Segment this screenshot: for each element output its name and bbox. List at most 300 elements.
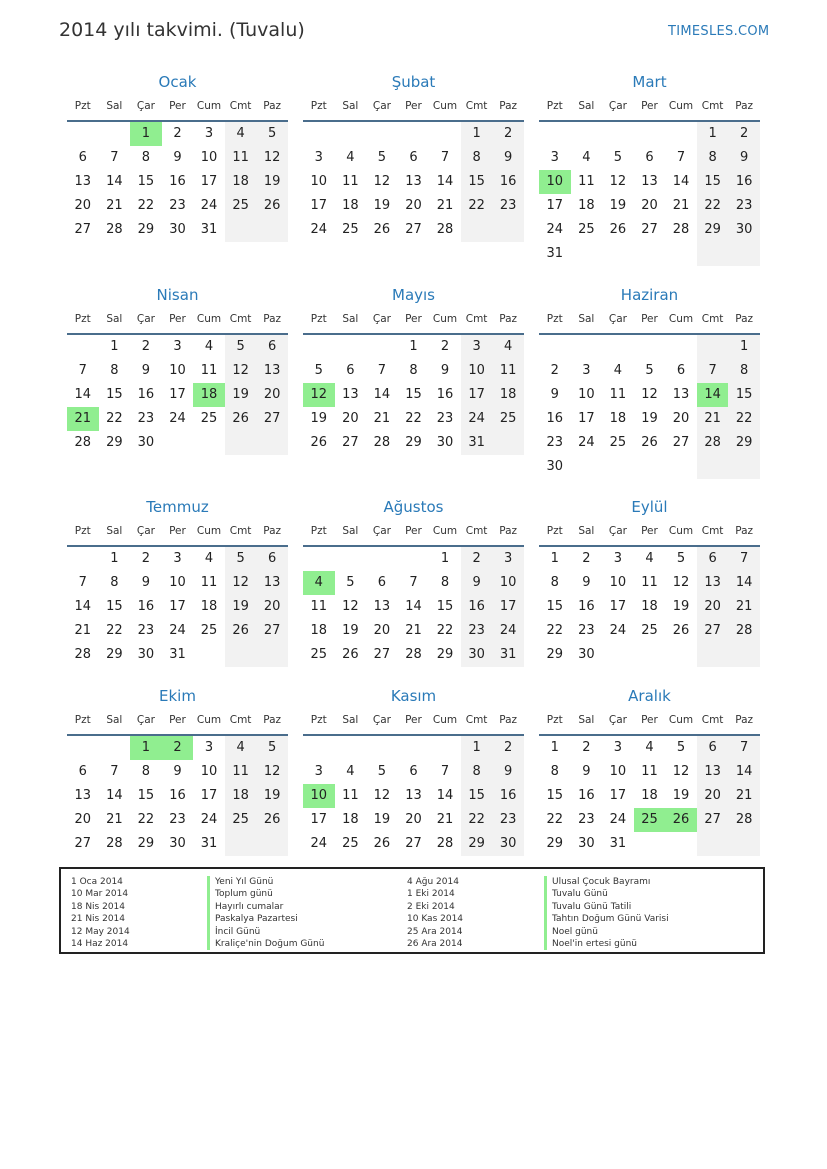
- day-cell: 31: [200, 836, 218, 851]
- day-cell: 15: [405, 387, 422, 402]
- day-cell: 21: [106, 812, 123, 827]
- day-cell: 10: [200, 150, 218, 165]
- empty-cell: [303, 547, 335, 571]
- day-cell: 6: [697, 736, 729, 760]
- day-cell: 6: [409, 764, 418, 779]
- day-cell: 21: [728, 784, 760, 808]
- weekday-label: Cum: [432, 100, 458, 112]
- day-cell: 3: [582, 363, 591, 378]
- empty-cell: [665, 643, 697, 667]
- day-cell: 3: [173, 551, 182, 566]
- day-cell: 26: [256, 808, 288, 832]
- day-cell: 25: [200, 411, 218, 426]
- day-cell: 16: [461, 595, 493, 619]
- legend-holiday-name: Paskalya Pazartesi: [207, 913, 324, 925]
- month-name: Temmuz: [146, 498, 209, 516]
- site-brand[interactable]: TIMESLES.COM: [668, 24, 770, 39]
- weekday-label: Cum: [432, 313, 458, 325]
- day-cell: 1: [440, 551, 450, 566]
- day-cell: 20: [641, 198, 658, 213]
- day-cell: 17: [546, 198, 564, 213]
- weekday-label: Cmt: [229, 100, 252, 112]
- holiday-day-cell: 4: [303, 571, 335, 595]
- day-cell: 10: [492, 571, 524, 595]
- empty-cell: [67, 335, 99, 359]
- day-cell: 10: [609, 764, 627, 779]
- day-cell: 28: [74, 435, 92, 450]
- day-cell: 12: [256, 760, 288, 784]
- day-cell: 6: [645, 150, 654, 165]
- empty-cell: [728, 455, 760, 479]
- day-cell: 17: [310, 812, 328, 827]
- weekday-header: [67, 712, 288, 736]
- day-cell: 16: [578, 788, 595, 803]
- day-grid: [539, 335, 760, 479]
- empty-cell: [398, 122, 430, 146]
- day-cell: 13: [342, 387, 359, 402]
- empty-cell: [634, 122, 666, 146]
- weekday-header: [303, 712, 524, 736]
- day-cell: 12: [373, 788, 391, 803]
- day-cell: 26: [225, 407, 257, 431]
- weekday-label: Sal: [578, 525, 595, 537]
- day-cell: 6: [377, 575, 387, 590]
- day-cell: 28: [436, 836, 454, 851]
- day-cell: 7: [110, 150, 119, 165]
- day-cell: 8: [728, 359, 760, 383]
- day-cell: 14: [106, 788, 123, 803]
- holiday-day-cell: 14: [697, 383, 729, 407]
- day-cell: 7: [409, 575, 418, 590]
- legend-date: 10 Mar 2014: [71, 889, 129, 900]
- day-cell: 3: [204, 740, 214, 755]
- empty-cell: [602, 122, 634, 146]
- day-cell: 30: [436, 435, 454, 450]
- day-cell: 18: [609, 411, 627, 426]
- weekday-label: Cum: [668, 714, 694, 726]
- day-cell: 28: [697, 431, 729, 455]
- weekday-label: Cum: [668, 525, 694, 537]
- day-cell: 30: [492, 832, 524, 856]
- month-12: [539, 686, 760, 856]
- day-cell: 1: [110, 551, 119, 566]
- day-cell: 9: [461, 571, 493, 595]
- empty-cell: [225, 431, 257, 455]
- day-cell: 5: [225, 335, 257, 359]
- day-cell: 21: [106, 198, 123, 213]
- day-cell: 26: [342, 647, 359, 662]
- empty-cell: [67, 122, 99, 146]
- day-cell: 28: [728, 808, 760, 832]
- weekday-label: Sal: [106, 525, 123, 537]
- day-cell: 15: [728, 383, 760, 407]
- day-cell: 22: [137, 812, 155, 827]
- day-cell: 8: [697, 146, 729, 170]
- day-cell: 19: [641, 411, 658, 426]
- weekday-label: Paz: [499, 313, 518, 325]
- day-cell: 15: [461, 170, 493, 194]
- holiday-day-cell: 25: [634, 808, 666, 832]
- weekday-label: Çar: [136, 714, 155, 726]
- empty-cell: [665, 242, 697, 266]
- day-cell: 4: [225, 122, 257, 146]
- holiday-day-cell: 12: [303, 383, 335, 407]
- month-name: Kasım: [390, 687, 437, 705]
- day-cell: 11: [641, 575, 658, 590]
- weekday-label: Sal: [342, 525, 359, 537]
- day-cell: 25: [225, 808, 257, 832]
- weekday-label: Pzt: [74, 313, 91, 325]
- day-grid: [303, 122, 524, 242]
- day-cell: 21: [672, 198, 690, 213]
- weekday-label: Paz: [735, 714, 754, 726]
- day-cell: 23: [169, 198, 186, 213]
- day-cell: 24: [609, 812, 627, 827]
- weekday-label: Paz: [499, 100, 518, 112]
- day-cell: 24: [200, 812, 218, 827]
- empty-cell: [665, 335, 697, 359]
- day-cell: 2: [492, 736, 524, 760]
- day-cell: 4: [346, 150, 355, 165]
- day-cell: 11: [492, 359, 524, 383]
- day-cell: 23: [578, 623, 595, 638]
- day-cell: 15: [137, 174, 155, 189]
- day-cell: 9: [728, 146, 760, 170]
- weekday-label: Per: [169, 100, 186, 112]
- day-cell: 31: [200, 222, 218, 237]
- day-cell: 29: [436, 647, 454, 662]
- day-cell: 15: [106, 387, 123, 402]
- day-cell: 25: [342, 836, 359, 851]
- holiday-day-cell: 2: [162, 736, 194, 760]
- empty-cell: [602, 643, 634, 667]
- day-grid: [67, 736, 288, 856]
- empty-cell: [335, 335, 367, 359]
- day-cell: 27: [256, 407, 288, 431]
- day-cell: 24: [461, 407, 493, 431]
- day-cell: 24: [609, 623, 627, 638]
- day-cell: 7: [697, 359, 729, 383]
- day-cell: 31: [169, 647, 186, 662]
- day-cell: 2: [440, 339, 450, 354]
- month-name: Ağustos: [383, 498, 444, 516]
- empty-cell: [335, 122, 367, 146]
- day-cell: 27: [405, 836, 422, 851]
- empty-cell: [429, 122, 461, 146]
- weekday-label: Cmt: [701, 714, 724, 726]
- empty-cell: [256, 218, 288, 242]
- day-cell: 15: [436, 599, 454, 614]
- day-cell: 12: [672, 575, 690, 590]
- day-cell: 27: [672, 435, 690, 450]
- day-cell: 5: [676, 551, 686, 566]
- empty-cell: [256, 832, 288, 856]
- day-cell: 30: [578, 836, 595, 851]
- day-cell: 11: [225, 146, 257, 170]
- legend-holiday-name: Noel'in ertesi günü: [544, 938, 669, 950]
- day-cell: 2: [492, 122, 524, 146]
- day-cell: 14: [106, 174, 123, 189]
- day-cell: 30: [546, 459, 564, 474]
- day-cell: 20: [74, 198, 92, 213]
- empty-cell: [697, 335, 729, 359]
- empty-cell: [665, 832, 697, 856]
- day-cell: 1: [461, 122, 493, 146]
- day-cell: 31: [492, 643, 524, 667]
- day-cell: 7: [676, 150, 686, 165]
- legend-date: 2 Eki 2014: [407, 901, 455, 912]
- weekday-label: Çar: [372, 525, 391, 537]
- day-cell: 27: [697, 808, 729, 832]
- day-cell: 20: [405, 198, 422, 213]
- legend-date: 18 Nis 2014: [71, 901, 125, 912]
- day-cell: 28: [672, 222, 690, 237]
- weekday-header: [539, 311, 760, 335]
- day-cell: 7: [728, 547, 760, 571]
- weekday-label: Çar: [372, 313, 391, 325]
- day-cell: 20: [373, 623, 391, 638]
- day-cell: 8: [409, 363, 418, 378]
- weekday-header: [539, 98, 760, 122]
- empty-cell: [665, 455, 697, 479]
- weekday-label: Çar: [608, 714, 627, 726]
- weekday-label: Sal: [342, 313, 359, 325]
- day-cell: 12: [672, 764, 690, 779]
- day-cell: 23: [492, 194, 524, 218]
- empty-cell: [634, 455, 666, 479]
- day-cell: 25: [492, 407, 524, 431]
- empty-cell: [571, 335, 603, 359]
- day-cell: 22: [106, 623, 123, 638]
- day-cell: 20: [342, 411, 359, 426]
- empty-cell: [256, 431, 288, 455]
- day-cell: 4: [645, 551, 654, 566]
- day-cell: 28: [106, 222, 123, 237]
- weekday-header: [539, 712, 760, 736]
- day-cell: 10: [578, 387, 595, 402]
- month-7: [67, 497, 288, 667]
- month-name: Ekim: [159, 687, 196, 705]
- month-8: [303, 497, 524, 667]
- day-cell: 29: [461, 832, 493, 856]
- empty-cell: [634, 643, 666, 667]
- day-cell: 14: [728, 571, 760, 595]
- day-cell: 8: [440, 575, 450, 590]
- month-name: Ocak: [158, 73, 197, 91]
- day-cell: 20: [74, 812, 92, 827]
- day-cell: 20: [672, 411, 690, 426]
- legend-holiday-name: İncil Günü: [207, 926, 324, 938]
- day-cell: 9: [141, 363, 151, 378]
- legend-holiday-name: Tuvalu Günü: [544, 888, 669, 900]
- day-cell: 12: [225, 571, 257, 595]
- empty-cell: [335, 736, 367, 760]
- day-cell: 25: [310, 647, 328, 662]
- weekday-label: Pzt: [74, 714, 91, 726]
- weekday-label: Cum: [432, 525, 458, 537]
- day-cell: 25: [641, 623, 658, 638]
- day-cell: 11: [200, 363, 218, 378]
- day-cell: 9: [492, 760, 524, 784]
- day-cell: 26: [641, 435, 658, 450]
- day-cell: 19: [225, 595, 257, 619]
- empty-cell: [366, 122, 398, 146]
- day-cell: 17: [492, 595, 524, 619]
- weekday-label: Sal: [342, 714, 359, 726]
- weekday-label: Cum: [668, 100, 694, 112]
- legend-date: 10 Kas 2014: [407, 914, 464, 925]
- weekday-header: [303, 523, 524, 547]
- day-cell: 3: [613, 551, 623, 566]
- weekday-label: Sal: [578, 313, 595, 325]
- empty-cell: [366, 736, 398, 760]
- day-cell: 14: [672, 174, 690, 189]
- day-cell: 14: [436, 174, 454, 189]
- day-cell: 27: [405, 222, 422, 237]
- weekday-label: Cum: [196, 313, 222, 325]
- day-cell: 1: [697, 122, 729, 146]
- day-cell: 1: [409, 339, 418, 354]
- day-cell: 22: [697, 194, 729, 218]
- weekday-label: Pzt: [74, 525, 91, 537]
- weekday-label: Çar: [372, 714, 391, 726]
- day-cell: 13: [373, 599, 391, 614]
- weekday-label: Cum: [196, 714, 222, 726]
- weekday-label: Sal: [106, 313, 123, 325]
- day-cell: 15: [106, 599, 123, 614]
- day-cell: 11: [200, 575, 218, 590]
- weekday-label: Paz: [263, 714, 282, 726]
- weekday-label: Pzt: [74, 100, 91, 112]
- weekday-label: Cum: [668, 313, 694, 325]
- day-cell: 17: [200, 788, 218, 803]
- day-cell: 31: [609, 836, 627, 851]
- holiday-day-cell: 1: [130, 736, 162, 760]
- day-cell: 15: [461, 784, 493, 808]
- day-cell: 22: [461, 194, 493, 218]
- day-cell: 17: [609, 788, 627, 803]
- legend-names-right: [544, 876, 669, 950]
- day-cell: 21: [436, 812, 454, 827]
- empty-cell: [571, 242, 603, 266]
- day-cell: 2: [728, 122, 760, 146]
- day-cell: 22: [728, 407, 760, 431]
- day-cell: 5: [314, 363, 323, 378]
- day-grid: [539, 547, 760, 667]
- day-cell: 22: [405, 411, 422, 426]
- empty-cell: [634, 335, 666, 359]
- day-cell: 8: [141, 150, 151, 165]
- day-cell: 6: [697, 547, 729, 571]
- empty-cell: [67, 547, 99, 571]
- day-cell: 5: [613, 150, 623, 165]
- day-cell: 12: [373, 174, 391, 189]
- day-cell: 24: [546, 222, 564, 237]
- weekday-label: Sal: [578, 714, 595, 726]
- weekday-label: Cmt: [465, 313, 488, 325]
- day-cell: 18: [578, 198, 595, 213]
- day-cell: 13: [405, 788, 422, 803]
- legend-holiday-name: Hayırlı cumalar: [207, 901, 324, 913]
- day-cell: 10: [169, 363, 186, 378]
- empty-cell: [634, 242, 666, 266]
- day-cell: 5: [256, 122, 288, 146]
- weekday-label: Paz: [499, 714, 518, 726]
- weekday-label: Pzt: [546, 525, 563, 537]
- day-cell: 8: [550, 764, 559, 779]
- day-cell: 28: [74, 647, 92, 662]
- legend-dates-right: [407, 876, 463, 950]
- day-cell: 14: [373, 387, 391, 402]
- empty-cell: [225, 218, 257, 242]
- holiday-day-cell: 26: [665, 808, 697, 832]
- day-cell: 19: [310, 411, 328, 426]
- day-cell: 6: [78, 764, 87, 779]
- day-cell: 9: [440, 363, 450, 378]
- day-cell: 2: [550, 363, 559, 378]
- day-grid: [67, 122, 288, 242]
- day-cell: 13: [405, 174, 422, 189]
- empty-cell: [571, 122, 603, 146]
- day-cell: 4: [582, 150, 591, 165]
- legend-names-left: [207, 876, 324, 950]
- empty-cell: [461, 218, 493, 242]
- empty-cell: [67, 736, 99, 760]
- month-name: Eylül: [631, 498, 668, 516]
- day-cell: 26: [256, 194, 288, 218]
- empty-cell: [429, 736, 461, 760]
- day-cell: 8: [461, 146, 493, 170]
- month-4: [67, 285, 288, 455]
- day-grid: [539, 122, 760, 266]
- day-cell: 25: [200, 623, 218, 638]
- day-cell: 22: [436, 623, 454, 638]
- day-cell: 18: [641, 788, 658, 803]
- month-name: Mart: [632, 73, 667, 91]
- weekday-label: Paz: [263, 313, 282, 325]
- day-cell: 17: [169, 387, 186, 402]
- day-cell: 2: [173, 126, 182, 141]
- weekday-label: Paz: [735, 313, 754, 325]
- empty-cell: [366, 335, 398, 359]
- month-10: [67, 686, 288, 856]
- empty-cell: [539, 122, 571, 146]
- day-cell: 11: [609, 387, 627, 402]
- day-cell: 27: [697, 619, 729, 643]
- month-9: [539, 497, 760, 667]
- day-cell: 11: [641, 764, 658, 779]
- month-3: [539, 72, 760, 266]
- day-cell: 17: [578, 411, 595, 426]
- day-cell: 26: [373, 222, 391, 237]
- weekday-label: Per: [405, 525, 422, 537]
- day-cell: 28: [728, 619, 760, 643]
- day-cell: 23: [461, 619, 493, 643]
- day-cell: 18: [200, 599, 218, 614]
- day-cell: 5: [676, 740, 686, 755]
- day-cell: 18: [225, 784, 257, 808]
- day-cell: 23: [728, 194, 760, 218]
- day-grid: [303, 335, 524, 455]
- legend-date: 12 May 2014: [71, 926, 130, 937]
- day-cell: 29: [546, 836, 564, 851]
- day-cell: 24: [169, 411, 186, 426]
- day-cell: 13: [74, 788, 92, 803]
- day-cell: 16: [169, 788, 186, 803]
- empty-cell: [539, 335, 571, 359]
- weekday-label: Pzt: [310, 100, 327, 112]
- day-cell: 8: [461, 760, 493, 784]
